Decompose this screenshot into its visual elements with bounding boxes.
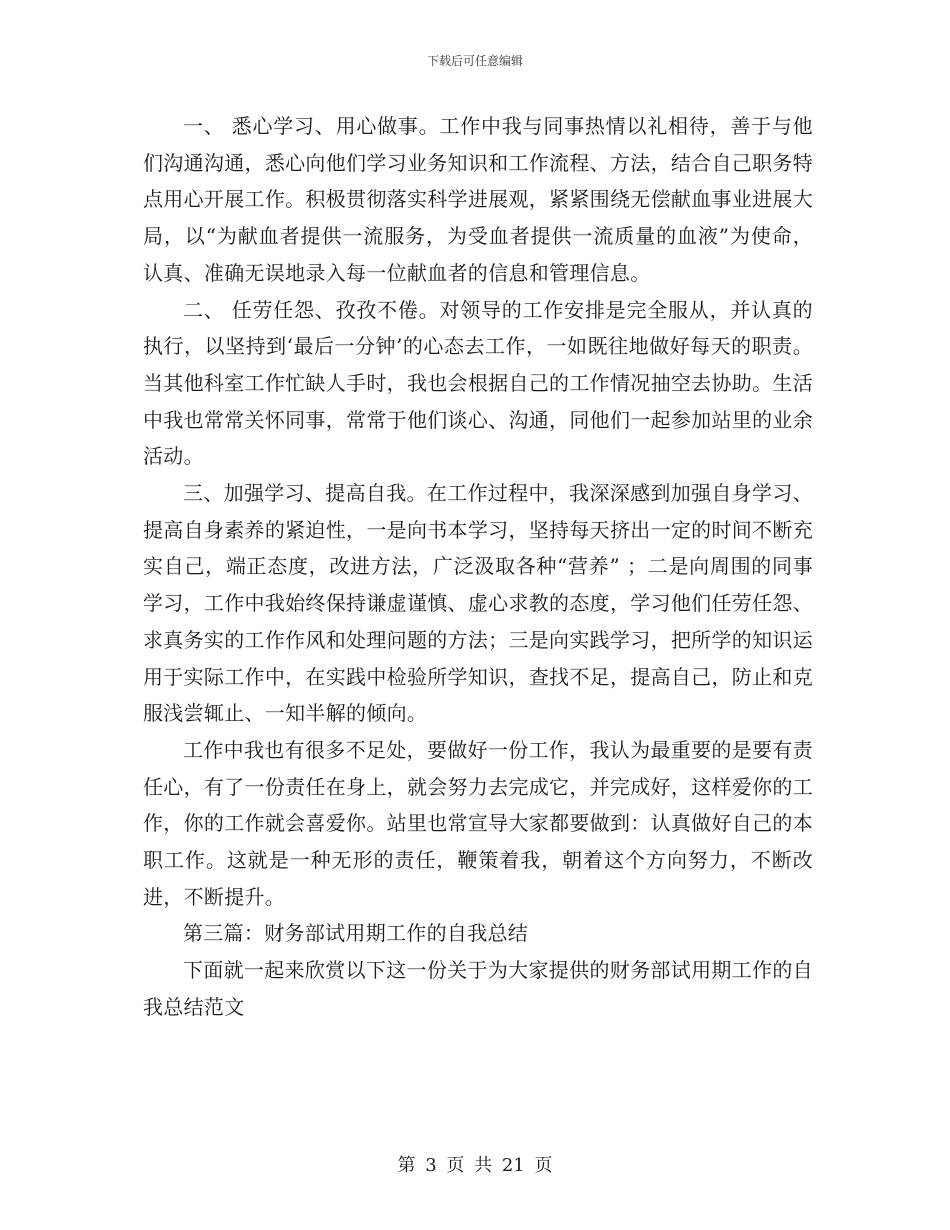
paragraph-4: 工作中我也有很多不足处，要做好一份工作，我认为最重要的是要有责任心，有了一份责任在身上，就会努力去完成它，并完成好，这样爱你的工作，你的工作就会喜爱你。站里也常宣导大家都要做到：认真做好自己的本职工作。这就是一种无形的责任，鞭策着我，朝着这个方向努力，不断改进，不断提升。: [143, 737, 813, 909]
page-number: 第 3 页 共 21 页: [397, 1155, 553, 1176]
section-heading: 第三篇：财务部试用期工作的自我总结: [183, 921, 529, 946]
paragraph-3: 三、加强学习、提高自我。在工作过程中，我深深感到加强自身学习、提高自身素养的紧迫性，一是向书本学习，坚持每天挤出一定的时间不断充实自己，端正态度，改进方法，广泛汲取各种“营养” ；二是向周围的同事学习，工作中我始终保持谦虚谨慎、虚心求教的态度，学习他们任劳任怨、求真务实的工作作风和处理问题的方法；三是向实践学习，把所学的知识运用于实际工作中，在实践中检验所学知识，查找不足，提高自己，防止和克服浅尝辄止、一知半解的倾向。: [143, 481, 813, 726]
document-body: [143, 108, 813, 1026]
paragraph-2: 二、 任劳任怨、孜孜不倦。对领导的工作安排是完全服从，并认真的执行，以坚持到‘最后一分钟’的心态去工作，一如既往地做好每天的职责。当其他科室工作忙缺人手时，我也会根据自己的工作情况抽空去协助。生活中我也常常关怀同事，常常于他们谈心、沟通，同他们一起参加站里的业余活动。: [143, 297, 813, 469]
paragraph-5: 下面就一起来欣赏以下这一份关于为大家提供的财务部试用期工作的自我总结范文: [143, 958, 813, 1019]
page-header-note: 下载后可任意编辑: [426, 54, 523, 68]
paragraph-1: 一、 悉心学习、用心做事。工作中我与同事热情以礼相待，善于与他们沟通沟通，悉心向他们学习业务知识和工作流程、方法，结合自己职务特点用心开展工作。积极贯彻落实科学进展观，紧紧围绕无偿献血事业进展大局，以“为献血者提供一流服务，为受血者提供一流质量的血液”为使命，认真、准确无误地录入每一位献血者的信息和管理信息。: [143, 114, 813, 285]
